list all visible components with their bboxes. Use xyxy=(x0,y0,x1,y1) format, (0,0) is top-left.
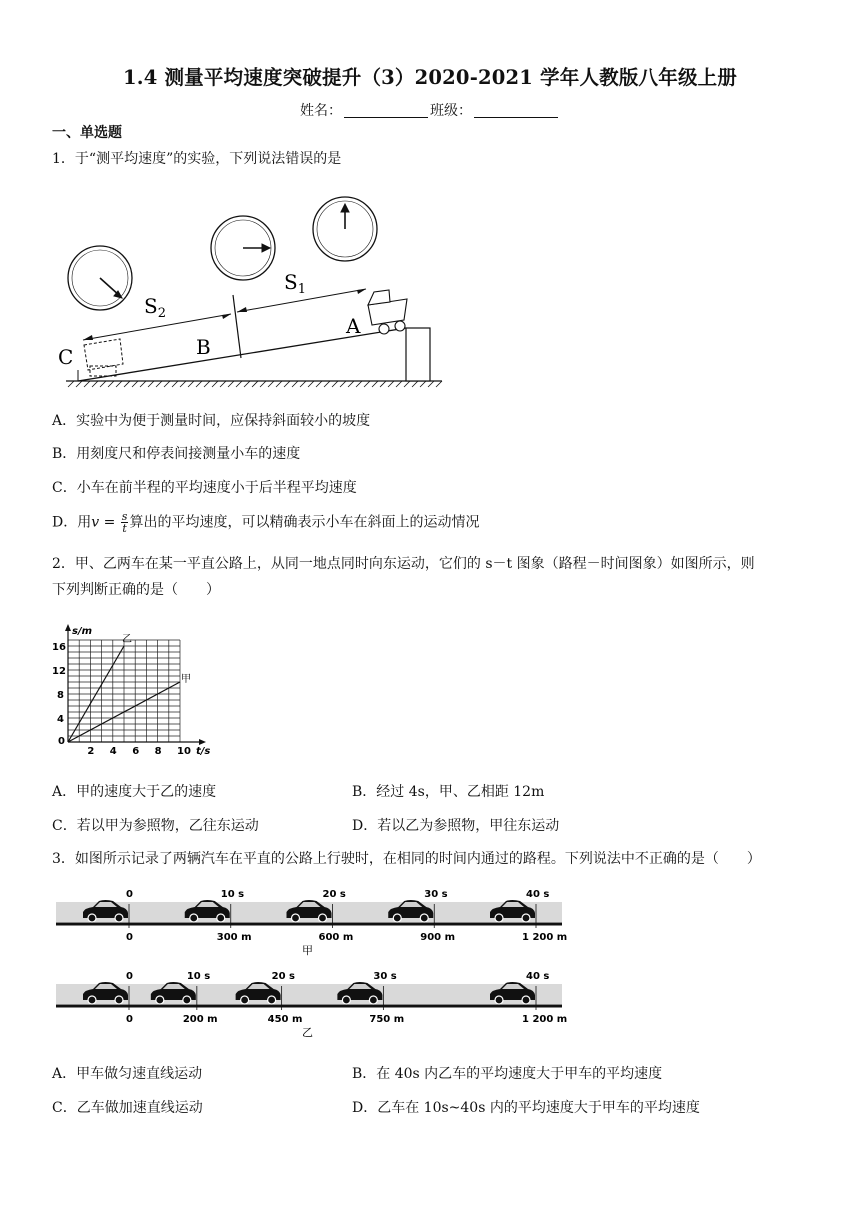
dist-label-yi: 450 m xyxy=(267,1014,303,1025)
q2-stem-line1: 2．甲、乙两车在某一平直公路上，从同一地点同时向东运动，它们的 s－t 图象（路程－时间图象）如图所示，则 xyxy=(52,556,755,572)
stopwatch-c-icon xyxy=(68,246,132,310)
y-tick-label: 16 xyxy=(52,642,66,653)
series-label-0: 乙 xyxy=(122,634,132,645)
label-s2: $S_2$ xyxy=(144,294,166,321)
y-axis-arrow xyxy=(65,624,71,631)
road-label-yi: 乙 xyxy=(302,1026,313,1039)
label-a: A xyxy=(346,314,361,338)
q1-d-v: v xyxy=(91,514,100,531)
class-blank[interactable] xyxy=(474,103,558,118)
series-label-1: 甲 xyxy=(181,674,191,685)
q1-option-d[interactable] xyxy=(52,511,479,534)
q2-option-b[interactable]: B．经过 4s，甲、乙相距 12m xyxy=(352,784,545,800)
q3-option-b[interactable]: B．在 40s 内乙车的平均速度大于甲车的平均速度 xyxy=(352,1066,663,1082)
dist-label-yi: 200 m xyxy=(182,1014,218,1025)
stopwatch-a-icon xyxy=(313,197,377,261)
time-label-yi: 10 s xyxy=(186,971,211,982)
x-tick-label: 2 xyxy=(87,746,95,757)
x-tick-label: 10 xyxy=(177,746,191,757)
x-axis-arrow xyxy=(199,739,206,745)
q2-st-chart xyxy=(54,620,234,760)
time-label-yi: 30 s xyxy=(373,971,397,982)
car-c-dashed xyxy=(84,339,123,376)
q1-option-a[interactable]: A．实验中为便于测量时间，应保持斜面较小的坡度 xyxy=(52,413,371,429)
q2-option-c[interactable]: C．若以甲为参照物，乙往东运动 xyxy=(52,818,259,834)
q1-incline-figure xyxy=(56,188,456,388)
dist-label-yi: 0 xyxy=(126,1014,133,1025)
class-label: 班级： xyxy=(430,103,472,119)
label-b: B xyxy=(196,335,211,359)
time-label-jia: 40 s xyxy=(526,889,550,900)
x-tick-label: 4 xyxy=(109,746,117,757)
time-label-yi: 20 s xyxy=(271,971,295,982)
origin-label: 0 xyxy=(58,736,65,747)
name-blank[interactable] xyxy=(344,103,428,118)
q1-option-c[interactable]: C．小车在前半程的平均速度小于后半程平均速度 xyxy=(52,480,357,496)
q3-option-a[interactable]: A．甲车做匀速直线运动 xyxy=(52,1066,203,1082)
dist-label-yi: 750 m xyxy=(369,1014,405,1025)
road-jia xyxy=(56,889,567,957)
car-a xyxy=(368,290,407,334)
midpoint-marker xyxy=(233,295,241,358)
q3-option-d[interactable]: D．乙车在 10s~40s 内的平均速度大于甲车的平均速度 xyxy=(352,1100,700,1116)
dist-label-jia: 0 xyxy=(126,932,133,943)
q1-d-fraction: $\frac{s}{t}$ xyxy=(121,510,128,535)
x-tick-label: 6 xyxy=(132,746,140,757)
y-tick-label: 12 xyxy=(52,666,66,677)
stopwatch-b-icon xyxy=(211,216,275,280)
q1-d-suffix: 算出的平均速度，可以精确表示小车在斜面上的运动情况 xyxy=(129,514,480,531)
section-heading: 一、单选题 xyxy=(52,125,122,141)
label-s1: $S_1$ xyxy=(284,270,306,297)
question-1-stem: 1．于“测平均速度”的实验，下列说法错误的是 xyxy=(52,151,342,167)
dist-label-jia: 600 m xyxy=(318,932,354,943)
q2-option-a[interactable]: A．甲的速度大于乙的速度 xyxy=(52,784,217,800)
q1-option-b[interactable]: B．用刻度尺和停表间接测量小车的速度 xyxy=(52,446,301,462)
support-block xyxy=(406,328,430,381)
q2-stem-line2: 下列判断正确的是（ ） xyxy=(52,582,220,598)
q2-option-d[interactable]: D．若以乙为参照物，甲往东运动 xyxy=(352,818,560,834)
time-label-jia: 20 s xyxy=(322,889,346,900)
dist-label-yi: 1 200 m xyxy=(522,1014,568,1025)
student-info xyxy=(0,100,860,120)
q1-d-eq: = xyxy=(99,514,120,531)
q1-d-prefix: D．用 xyxy=(52,514,92,531)
time-label-jia: 0 xyxy=(126,889,133,900)
q3-road-figure xyxy=(56,884,568,1048)
time-label-jia: 30 s xyxy=(424,889,448,900)
question-2-stem xyxy=(52,551,812,603)
road-surface-yi xyxy=(56,984,562,1004)
y-axis-label: s/m xyxy=(72,626,93,637)
time-label-yi: 0 xyxy=(126,971,133,982)
x-axis-label: t/s xyxy=(196,746,211,757)
dist-label-jia: 1 200 m xyxy=(522,932,568,943)
label-c: C xyxy=(58,345,74,369)
ground-hatch xyxy=(68,381,442,387)
y-tick-label: 8 xyxy=(57,690,64,701)
road-yi xyxy=(56,971,567,1039)
x-tick-label: 8 xyxy=(154,746,162,757)
y-tick-label: 4 xyxy=(57,714,64,725)
q3-option-c[interactable]: C．乙车做加速直线运动 xyxy=(52,1100,203,1116)
dist-label-jia: 900 m xyxy=(420,932,456,943)
page-title: 1.4 测量平均速度突破提升（3）2020-2021 学年人教版八年级上册 xyxy=(122,66,738,89)
question-3-stem: 3．如图所示记录了两辆汽车在平直的公路上行驶时，在相同的时间内通过的路程。下列说法中不正确的是（ ） xyxy=(52,851,761,867)
name-label: 姓名： xyxy=(300,103,342,119)
time-label-jia: 10 s xyxy=(220,889,245,900)
dist-label-jia: 300 m xyxy=(216,932,252,943)
time-label-yi: 40 s xyxy=(526,971,550,982)
road-label-jia: 甲 xyxy=(302,944,313,957)
